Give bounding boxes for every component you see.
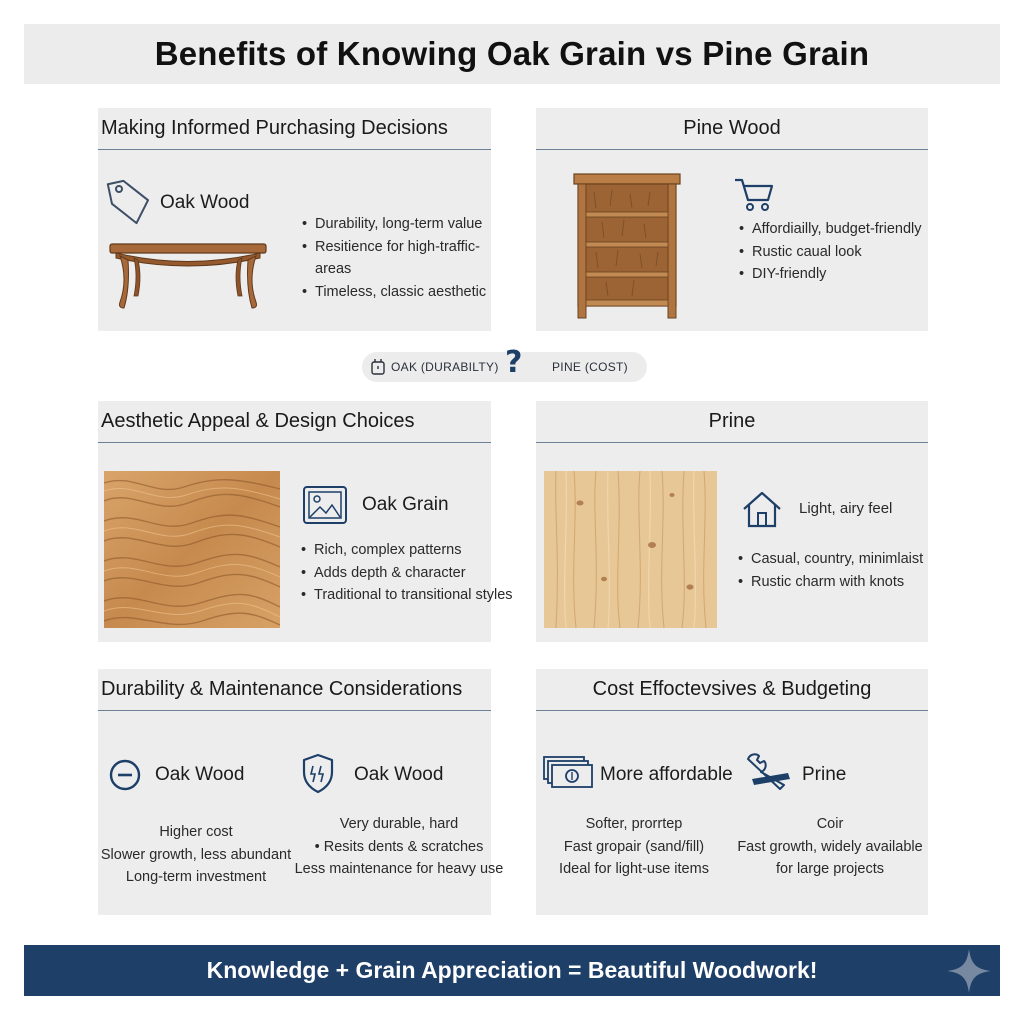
image-gallery-icon bbox=[302, 485, 348, 525]
shield-icon bbox=[300, 752, 336, 794]
text-line: Higher cost bbox=[159, 824, 233, 840]
oak-grain-swatch bbox=[104, 471, 280, 628]
panel-pine-wood-heading: Pine Wood bbox=[536, 108, 928, 150]
text-line: • Resits dents & scratches bbox=[314, 838, 484, 855]
text-line: Softer, prorrtep bbox=[585, 816, 683, 832]
wrench-icon bbox=[744, 751, 794, 791]
shopping-cart-icon bbox=[732, 174, 776, 214]
list-item: • Timeless, classic aesthetic bbox=[302, 281, 490, 304]
oak-cost-lines bbox=[98, 821, 294, 889]
list-item: • Rich, complex patterns bbox=[301, 539, 491, 562]
oak-grain-list bbox=[301, 539, 513, 607]
affordable-lines bbox=[536, 813, 732, 881]
text-line: Ideal for light-use items bbox=[559, 861, 709, 877]
panel-aesthetic-heading: Aesthetic Appeal & Design Choices bbox=[98, 401, 491, 443]
list-item: • Affordiailly, budget-friendly bbox=[739, 218, 927, 241]
pine-cost-label: PINE (COST) bbox=[552, 360, 628, 374]
footer-text: Knowledge + Grain Appreciation = Beautiful Woodwork! bbox=[206, 957, 818, 983]
oak-durability-label: OAK (DURABILTY) bbox=[391, 360, 499, 374]
oak-table-illustration bbox=[108, 240, 268, 312]
list-item: • Durability, long-term value bbox=[302, 213, 490, 236]
panel-cost bbox=[536, 669, 928, 915]
panel-cost-heading: Cost Effoctevsives & Budgeting bbox=[536, 669, 928, 711]
panel-purchasing-heading: Making Informed Purchasing Decisions bbox=[98, 108, 491, 150]
list-item: • Rustic caual look bbox=[739, 241, 927, 264]
panel-durability-heading: Durability & Maintenance Considerations bbox=[98, 669, 491, 711]
list-item: • Traditional to transitional styles bbox=[301, 584, 491, 607]
list-item: • DIY-friendly bbox=[739, 263, 927, 286]
page-title: Benefits of Knowing Oak Grain vs Pine Grain bbox=[154, 35, 870, 72]
panel-pine-wood bbox=[536, 108, 928, 331]
text-line: Fast gropair (sand/fill) bbox=[563, 838, 705, 855]
title-bar bbox=[24, 24, 1000, 84]
more-affordable-label: More affordable bbox=[600, 764, 733, 785]
money-stack-icon bbox=[542, 755, 594, 791]
panel-prine bbox=[536, 401, 928, 642]
pine-grain-swatch bbox=[544, 471, 717, 628]
text-line: Very durable, hard bbox=[339, 816, 459, 832]
oak-grain-label: Oak Grain bbox=[362, 494, 449, 515]
pine-bookshelf-illustration bbox=[572, 172, 682, 320]
pine-benefits-list bbox=[739, 218, 927, 286]
prine-label: Prine bbox=[802, 764, 847, 785]
text-line: Long-term investment bbox=[125, 869, 267, 885]
minus-circle-icon bbox=[108, 758, 142, 792]
price-tag-icon bbox=[106, 178, 152, 228]
text-line: for large projects bbox=[776, 861, 884, 877]
list-item: • Rustic charm with knots bbox=[738, 571, 928, 594]
list-item: • Casual, country, minimlaist bbox=[738, 548, 928, 571]
panel-purchasing bbox=[98, 108, 491, 331]
list-item: • Adds depth & character bbox=[301, 562, 491, 585]
panel-aesthetic bbox=[98, 401, 513, 642]
footer-banner bbox=[24, 945, 1000, 996]
oak-benefits-list bbox=[302, 213, 490, 303]
prine-lines bbox=[732, 813, 928, 881]
text-line: Less maintenance for heavy use bbox=[294, 861, 504, 877]
list-item: • Resitience for high-traffic- areas bbox=[302, 236, 490, 281]
timer-icon bbox=[370, 358, 386, 376]
oak-durable-label: Oak Wood bbox=[354, 764, 444, 785]
panel-durability bbox=[98, 669, 504, 915]
pine-style-list bbox=[738, 548, 928, 593]
text-line: Coir bbox=[816, 816, 844, 832]
oak-cost-label: Oak Wood bbox=[155, 764, 245, 785]
text-line: Fast growth, widely available bbox=[737, 838, 923, 855]
light-airy-label: Light, airy feel bbox=[799, 500, 893, 517]
oak-durable-lines bbox=[294, 813, 504, 881]
panel-prine-heading: Prine bbox=[536, 401, 928, 443]
house-icon bbox=[740, 489, 784, 529]
question-mark-icon: ? bbox=[505, 345, 523, 380]
sparkle-icon bbox=[944, 946, 994, 996]
oak-wood-label: Oak Wood bbox=[160, 192, 250, 213]
text-line: Slower growth, less abundant bbox=[100, 846, 292, 863]
